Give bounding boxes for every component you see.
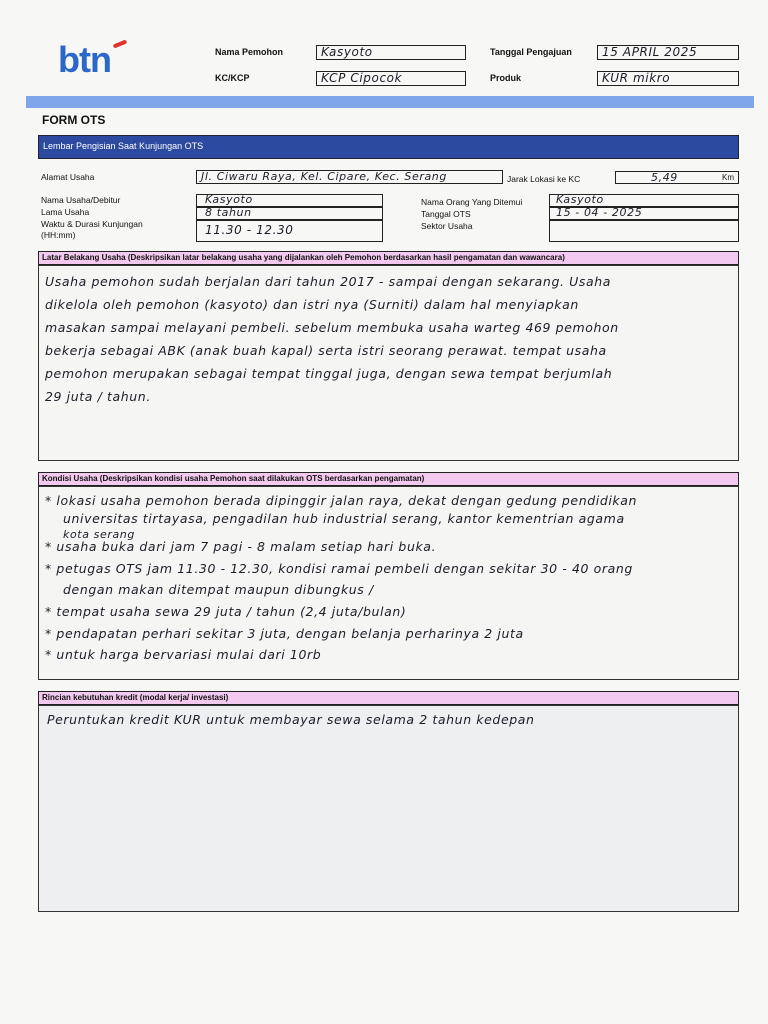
nama-pemohon-value: Kasyoto [321,45,373,59]
tanggal-pengajuan-value: 15 APRIL 2025 [602,45,698,59]
waktu-label-unit: (HH:mm) [41,230,76,240]
latar-heading-text: Latar Belakang Usaha (Deskripsikan latar belakang usaha yang dijalankan oleh Pemohon berdasarkan hasil pengamatan dan wawancara) [42,253,565,262]
rincian-section [38,705,739,912]
alamat-usaha-field [196,170,503,184]
latar-line: pemohon merupakan sebagai tempat tinggal juga, dengan sewa tempat berjumlah [45,366,613,381]
tanggal-pengajuan-label: Tanggal Pengajuan [490,47,572,57]
produk-value: KUR mikro [602,71,671,85]
alamat-usaha-label: Alamat Usaha [41,172,95,182]
nama-orang-label: Nama Orang Yang Ditemui [421,197,523,207]
kondisi-line: dengan makan ditempat maupun dibungkus / [63,582,374,597]
latar-line: 29 juta / tahun. [45,389,151,404]
waktu-field [196,220,383,242]
form-banner [38,135,739,159]
jarak-label: Jarak Lokasi ke KC [507,174,581,184]
kondisi-line: kota serang [63,528,135,541]
latar-line: masakan sampai melayani pembeli. sebelum membuka usaha warteg 469 pemohon [45,320,619,335]
kondisi-heading [38,472,739,486]
latar-line: dikelola oleh pemohon (kasyoto) dan istri nya (Surniti) dalam hal menyiapkan [45,297,579,312]
kondisi-line: * usaha buka dari jam 7 pagi - 8 malam setiap hari buka. [45,539,437,554]
latar-heading [38,251,739,265]
nama-orang-value: Kasyoto [556,193,604,206]
tanggal-pengajuan-field [597,45,739,60]
kc-kcp-field [316,71,466,86]
kondisi-line: * tempat usaha sewa 29 juta / tahun (2,4 juta/bulan) [45,604,407,619]
sektor-field [549,220,739,242]
tanggal-ots-value: 15 - 04 - 2025 [556,206,643,219]
lama-usaha-label: Lama Usaha [41,207,90,217]
header-divider-band [26,96,754,108]
latar-line: bekerja sebagai ABK (anak buah kapal) serta istri seorang perawat. tempat usaha [45,343,607,358]
produk-label: Produk [490,73,522,83]
rincian-heading [38,691,739,705]
kondisi-line: * lokasi usaha pemohon berada dipinggir jalan raya, dekat dengan gedung pendidikan [45,493,638,508]
waktu-label: Waktu & Durasi Kunjungan [41,219,143,229]
kondisi-line: * petugas OTS jam 11.30 - 12.30, kondisi ramai pembeli dengan sekitar 30 - 40 orang [45,561,633,576]
nama-usaha-value: Kasyoto [205,193,253,206]
latar-line: Usaha pemohon sudah berjalan dari tahun 2017 - sampai dengan sekarang. Usaha [45,274,612,289]
nama-usaha-label: Nama Usaha/Debitur [41,195,121,205]
kc-kcp-value: KCP Cipocok [321,71,403,85]
lama-usaha-value: 8 tahun [205,206,252,219]
waktu-value: 11.30 - 12.30 [205,223,294,237]
form-title: FORM OTS [42,113,106,127]
kondisi-line: * pendapatan perhari sekitar 3 juta, dengan belanja perharinya 2 juta [45,626,524,641]
tanggal-ots-label: Tanggal OTS [421,209,471,219]
form-banner-text: Lembar Pengisian Saat Kunjungan OTS [43,141,204,151]
tanggal-ots-field [549,207,739,220]
logo-text: btn [58,39,111,80]
bank-logo [58,38,138,82]
jarak-field [615,171,739,184]
rincian-line: Peruntukan kredit KUR untuk membayar sewa selama 2 tahun kedepan [47,712,535,727]
nama-pemohon-label: Nama Pemohon [215,47,284,57]
kondisi-line: universitas tirtayasa, pengadilan hub industrial serang, kantor kementrian agama [63,511,625,526]
alamat-usaha-value: Jl. Ciwaru Raya, Kel. Cipare, Kec. Serang [201,170,447,183]
lama-usaha-field [196,207,383,220]
kondisi-section [38,486,739,680]
jarak-value: 5,49 [651,171,678,184]
rincian-heading-text: Rincian kebutuhan kredit (modal kerja/ investasi) [42,693,229,702]
sektor-label: Sektor Usaha [421,221,473,231]
latar-section [38,265,739,461]
nama-pemohon-field [316,45,466,60]
kc-kcp-label: KC/KCP [215,73,250,83]
logo-accent-icon [113,40,127,49]
produk-field [597,71,739,86]
kondisi-line: * untuk harga bervariasi mulai dari 10rb [45,647,322,662]
jarak-unit: Km [722,173,734,182]
kondisi-heading-text: Kondisi Usaha (Deskripsikan kondisi usaha Pemohon saat dilakukan OTS berdasarkan pengamatan) [42,474,425,483]
